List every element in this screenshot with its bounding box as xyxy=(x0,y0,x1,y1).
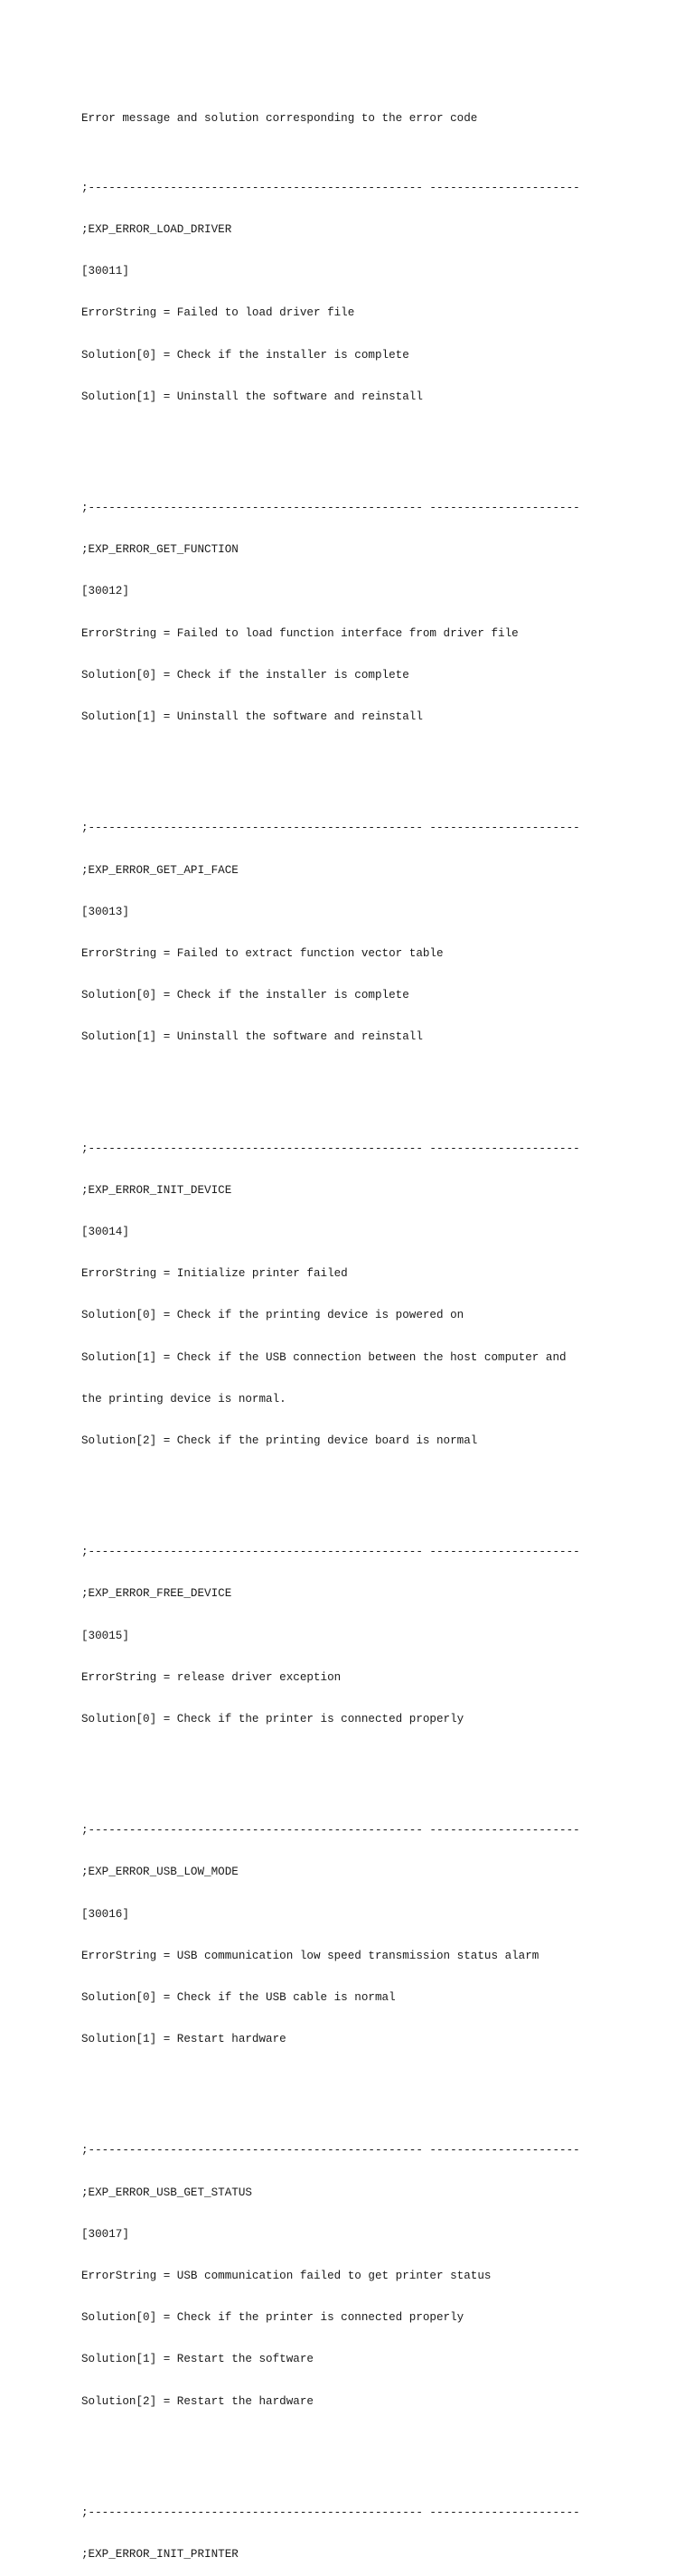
solution-line: Solution[0] = Check if the printer is connected properly xyxy=(81,1712,464,1725)
solution-line: Solution[1] = Uninstall the software and reinstall xyxy=(81,390,423,403)
solution-line: Solution[0] = Check if the installer is complete xyxy=(81,348,409,362)
error-code: [30015] xyxy=(81,1629,129,1642)
blank-line xyxy=(81,2074,687,2088)
solution-line: Solution[0] = Check if the installer is complete xyxy=(81,989,409,1002)
error-code: [30016] xyxy=(81,1907,129,1921)
blank-line xyxy=(81,2437,687,2450)
solution-line: Solution[1] = Restart the software xyxy=(81,2353,314,2366)
error-name: ;EXP_ERROR_USB_LOW_MODE xyxy=(81,1866,239,1879)
solution-line-continued: the printing device is normal. xyxy=(81,1392,286,1406)
solution-line: Solution[0] = Check if the USB cable is normal xyxy=(81,1991,396,2005)
error-code: [30017] xyxy=(81,2227,129,2241)
error-code-document xyxy=(81,84,687,2576)
error-string-line: ErrorString = Failed to extract function vector table xyxy=(81,946,444,960)
section-separator: ;------------------------------------------------- ---------------------- xyxy=(81,1142,580,1155)
error-string-line: ErrorString = USB communication failed to get printer status xyxy=(81,2270,492,2283)
error-code: [30012] xyxy=(81,585,129,598)
blank-line xyxy=(81,1073,687,1086)
section-separator: ;------------------------------------------------- ---------------------- xyxy=(81,1546,580,1559)
solution-line: Solution[1] = Uninstall the software and reinstall xyxy=(81,710,423,724)
error-name: ;EXP_ERROR_LOAD_DRIVER xyxy=(81,223,232,237)
error-name: ;EXP_ERROR_GET_FUNCTION xyxy=(81,543,239,557)
section-separator: ;------------------------------------------------- ---------------------- xyxy=(81,1824,580,1838)
error-name: ;EXP_ERROR_FREE_DEVICE xyxy=(81,1587,232,1601)
solution-line: Solution[1] = Uninstall the software and reinstall xyxy=(81,1030,423,1044)
blank-line xyxy=(81,752,687,766)
blank-line xyxy=(81,1754,687,1768)
solution-line: Solution[1] = Check if the USB connection between the host computer and xyxy=(81,1350,567,1364)
error-string-line: ErrorString = Failed to load function interface from driver file xyxy=(81,626,519,640)
error-name: ;EXP_ERROR_USB_GET_STATUS xyxy=(81,2186,252,2199)
solution-line: Solution[2] = Restart the hardware xyxy=(81,2394,314,2408)
error-name: ;EXP_ERROR_INIT_PRINTER xyxy=(81,2548,239,2562)
blank-line xyxy=(81,1476,687,1490)
section-separator: ;------------------------------------------------- ---------------------- xyxy=(81,502,580,515)
section-separator: ;------------------------------------------------- ---------------------- xyxy=(81,181,580,194)
solution-line: Solution[0] = Check if the printing device is powered on xyxy=(81,1309,464,1322)
error-code: [30014] xyxy=(81,1225,129,1238)
error-name: ;EXP_ERROR_GET_API_FACE xyxy=(81,863,239,877)
solution-line: Solution[0] = Check if the installer is complete xyxy=(81,668,409,682)
section-separator: ;------------------------------------------------- ---------------------- xyxy=(81,2144,580,2158)
section-separator: ;------------------------------------------------- ---------------------- xyxy=(81,2505,580,2519)
error-string-line: ErrorString = USB communication low speed transmission status alarm xyxy=(81,1949,539,1962)
error-name: ;EXP_ERROR_INIT_DEVICE xyxy=(81,1183,232,1197)
error-string-line: ErrorString = Initialize printer failed xyxy=(81,1267,348,1281)
solution-line: Solution[1] = Restart hardware xyxy=(81,2033,286,2046)
section-separator: ;------------------------------------------------- ---------------------- xyxy=(81,822,580,835)
document-title: Error message and solution corresponding to the error code xyxy=(81,111,478,125)
solution-line: Solution[0] = Check if the printer is connected properly xyxy=(81,2311,464,2325)
solution-line: Solution[2] = Check if the printing device board is normal xyxy=(81,1434,478,1447)
blank-line xyxy=(81,432,687,446)
error-code: [30013] xyxy=(81,905,129,918)
error-string-line: ErrorString = Failed to load driver file xyxy=(81,306,355,320)
error-string-line: ErrorString = release driver exception xyxy=(81,1670,342,1684)
error-code: [30011] xyxy=(81,265,129,278)
